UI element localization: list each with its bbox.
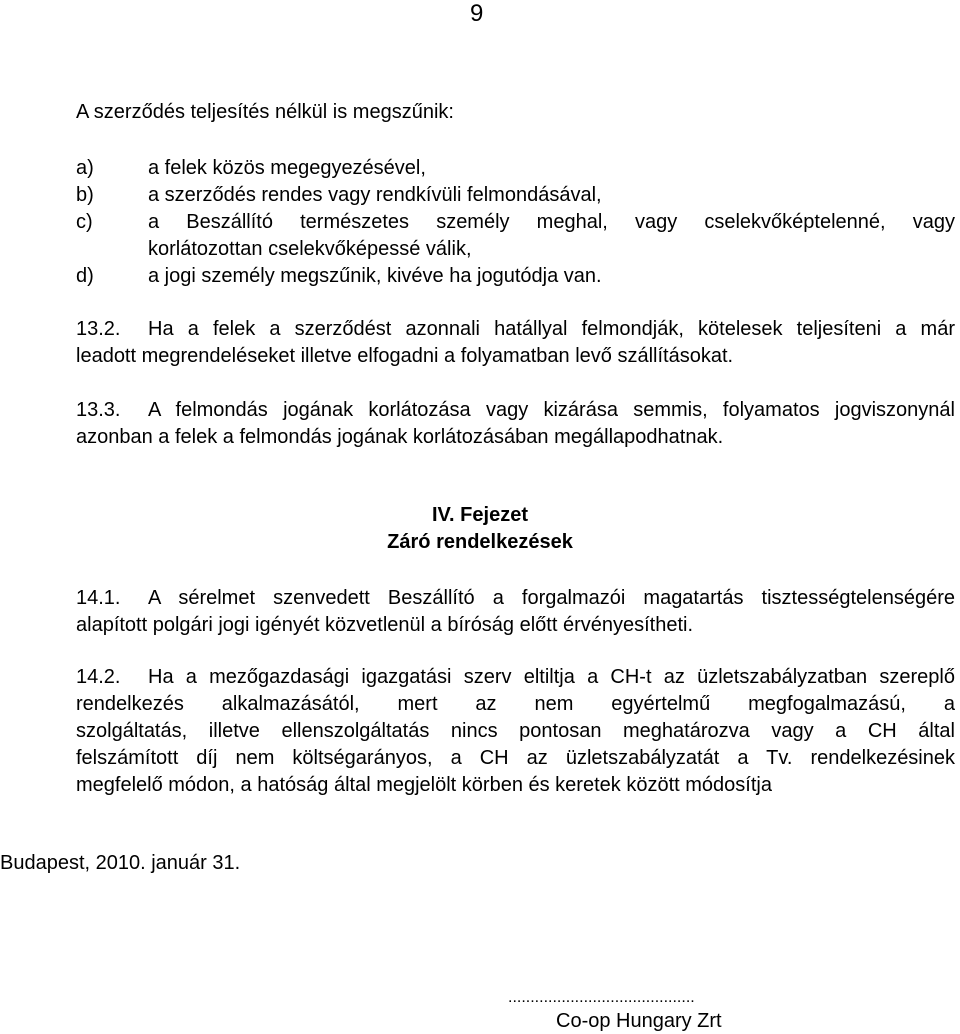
section-text-line: leadott megrendeléseket illetve elfogadni a folyamatban levő szállításokat.	[76, 345, 734, 367]
intro-text: A szerződés teljesítés nélkül is megszűnik:	[76, 101, 454, 123]
page-number: 9	[470, 0, 484, 27]
section-text-line: felszámított díj nem költségarányos, a CH az üzletszabályzatát a Tv. rendelkezésinek	[76, 747, 955, 769]
section-text-line: szolgáltatás, illetve ellenszolgáltatás nincs pontosan meghatározva vagy a CH által	[76, 720, 955, 742]
section-number: 14.2.	[76, 666, 121, 688]
list-item-text-continued: korlátozottan cselekvőképessé válik,	[148, 238, 472, 260]
list-item-letter: b)	[76, 184, 94, 206]
place-date: Budapest, 2010. január 31.	[0, 852, 241, 874]
section-text-line: alapított polgári jogi igényét közvetlenül a bíróság előtt érvényesítheti.	[76, 614, 694, 636]
section-text-first-line: A sérelmet szenvedett Beszállító a forgalmazói magatartás tisztességtelenségére	[148, 587, 955, 609]
list-item-text: a felek közös megegyezésével,	[148, 157, 426, 179]
section-text-first-line: Ha a mezőgazdasági igazgatási szerv eltiltja a CH-t az üzletszabályzatban szereplő	[148, 666, 955, 688]
section-text-line: rendelkezés alkalmazásától, mert az nem egyértelmű megfogalmazású, a	[76, 693, 955, 715]
section-number: 13.3.	[76, 399, 121, 421]
signature-line: ..........................................	[508, 989, 695, 1006]
section-number: 14.1.	[76, 587, 121, 609]
chapter-title: Záró rendelkezések	[387, 531, 573, 553]
list-item-text: a szerződés rendes vagy rendkívüli felmondásával,	[148, 184, 602, 206]
signatory-name: Co-op Hungary Zrt	[556, 1010, 722, 1032]
list-item-text: a jogi személy megszűnik, kivéve ha jogutódja van.	[148, 265, 602, 287]
list-item-letter: a)	[76, 157, 94, 179]
section-text-first-line: Ha a felek a szerződést azonnali hatállyal felmondják, kötelesek teljesíteni a már	[148, 318, 955, 340]
list-item-letter: c)	[76, 211, 93, 233]
list-item-text: a Beszállító természetes személy meghal, vagy cselekvőképtelenné, vagy	[148, 211, 955, 233]
section-text-line: megfelelő módon, a hatóság által megjelölt körben és keretek között módosítja	[76, 774, 772, 796]
section-text-first-line: A felmondás jogának korlátozása vagy kizárása semmis, folyamatos jogviszonynál	[148, 399, 955, 421]
list-item-letter: d)	[76, 265, 94, 287]
chapter-number: IV. Fejezet	[432, 504, 528, 526]
section-text-line: azonban a felek a felmondás jogának korlátozásában megállapodhatnak.	[76, 426, 724, 448]
section-number: 13.2.	[76, 318, 121, 340]
